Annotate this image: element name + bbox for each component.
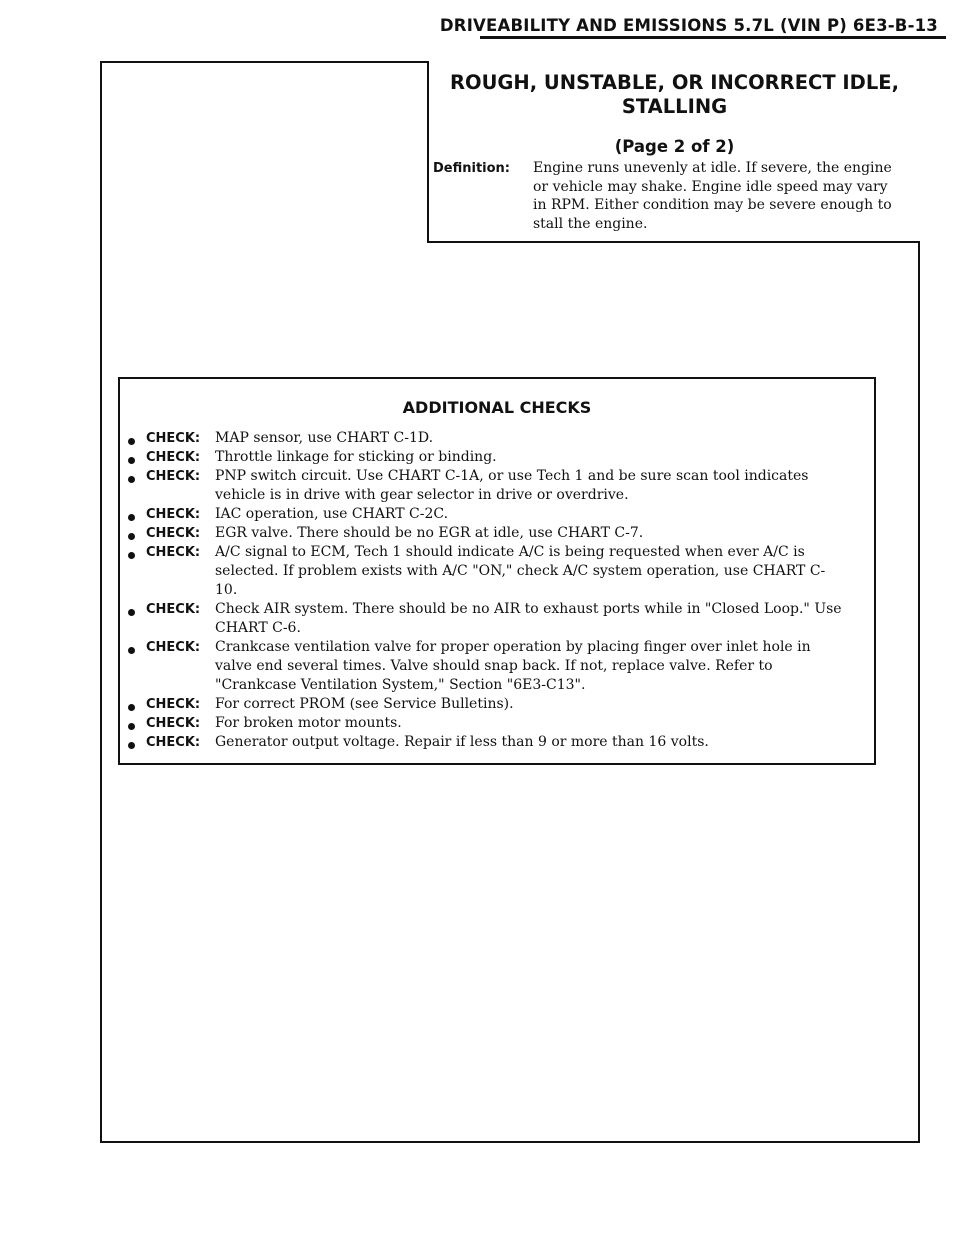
check-text: IAC operation, use CHART C-2C.: [215, 506, 449, 522]
check-label: CHECK:: [146, 526, 201, 541]
check-label: CHECK:: [146, 697, 201, 712]
title-line-2: STALLING: [621, 95, 728, 118]
additional-checks-box: [118, 377, 876, 765]
bullet-icon: [128, 647, 135, 654]
bullet-icon: [128, 438, 135, 445]
check-text: Throttle linkage for sticking or binding.: [215, 449, 497, 465]
bullet-icon: [128, 533, 135, 540]
definition-line: stall the engine.: [533, 215, 648, 232]
definition-label: Definition:: [433, 161, 511, 176]
bullet-icon: [128, 552, 135, 559]
header-rule: [480, 36, 946, 39]
check-text: valve end several times. Valve should snap back. If not, replace valve. Refer to: [215, 658, 773, 674]
check-text: Check AIR system. There should be no AIR to exhaust ports while in "Closed Loop." Use: [215, 601, 842, 617]
check-text: For broken motor mounts.: [215, 715, 402, 731]
page-indicator: (Page 2 of 2): [614, 137, 735, 156]
title-box: [427, 61, 920, 243]
check-label: CHECK:: [146, 545, 201, 560]
check-label: CHECK:: [146, 431, 201, 446]
check-text: For correct PROM (see Service Bulletins).: [215, 696, 514, 712]
bullet-icon: [128, 514, 135, 521]
definition-line: Engine runs unevenly at idle. If severe, the engine: [533, 160, 892, 176]
check-text: A/C signal to ECM, Tech 1 should indicate A/C is being requested when ever A/C is: [215, 544, 805, 560]
bullet-icon: [128, 742, 135, 749]
check-text: CHART C-6.: [215, 620, 301, 636]
check-label: CHECK:: [146, 450, 201, 465]
check-text: selected. If problem exists with A/C "ON," check A/C system operation, use CHART C-: [215, 563, 826, 579]
definition-line: or vehicle may shake. Engine idle speed may vary: [533, 178, 888, 195]
check-text: 10.: [215, 582, 238, 598]
check-text: EGR valve. There should be no EGR at idle, use CHART C-7.: [215, 525, 644, 541]
check-label: CHECK:: [146, 602, 201, 617]
bullet-icon: [128, 723, 135, 730]
bullet-icon: [128, 457, 135, 464]
running-head: DRIVEABILITY AND EMISSIONS 5.7L (VIN P) 6E3-B-13: [439, 16, 938, 35]
check-text: MAP sensor, use CHART C-1D.: [215, 430, 434, 446]
bullet-icon: [128, 609, 135, 616]
bullet-icon: [128, 704, 135, 711]
check-text: "Crankcase Ventilation System," Section "6E3-C13".: [215, 677, 586, 693]
title-line-1: ROUGH, UNSTABLE, OR INCORRECT IDLE,: [449, 71, 900, 94]
check-text: Generator output voltage. Repair if less than 9 or more than 16 volts.: [215, 734, 709, 750]
check-text: Crankcase ventilation valve for proper operation by placing finger over inlet hole in: [215, 639, 811, 655]
check-label: CHECK:: [146, 469, 201, 484]
check-label: CHECK:: [146, 640, 201, 655]
definition-line: in RPM. Either condition may be severe enough to: [533, 197, 892, 213]
check-label: CHECK:: [146, 507, 201, 522]
check-text: vehicle is in drive with gear selector in drive or overdrive.: [215, 487, 629, 503]
additional-checks-heading: ADDITIONAL CHECKS: [402, 398, 592, 417]
check-text: PNP switch circuit. Use CHART C-1A, or use Tech 1 and be sure scan tool indicates: [215, 468, 809, 484]
bullet-icon: [128, 476, 135, 483]
check-label: CHECK:: [146, 716, 201, 731]
check-label: CHECK:: [146, 735, 201, 750]
